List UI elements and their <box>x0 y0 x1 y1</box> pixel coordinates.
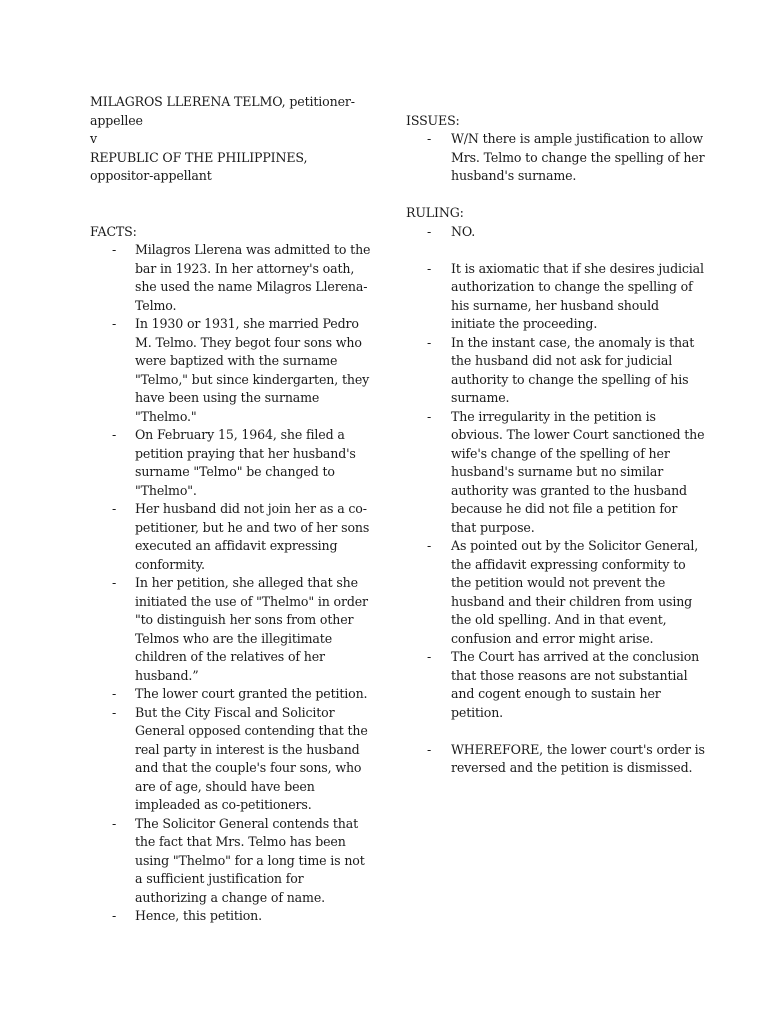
disposition-list <box>406 741 706 778</box>
facts-item: - Hence, this petition. <box>90 907 375 926</box>
facts-item: - On February 15, 1964, she filed a petition praying that her husband's surname "Telmo" be changed to "Thelmo". <box>90 426 375 500</box>
facts-list <box>90 241 375 926</box>
caption-petitioner-line2: appellee <box>90 112 143 128</box>
caption-petitioner-line1: MILAGROS LLERENA TELMO, petitioner- <box>90 94 355 109</box>
ruling-item: - As pointed out by the Solicitor General, the affidavit expressing conformity to the petition would not prevent the husband and their children from using the old spelling. And in that event, confusion and error might arise. <box>406 537 706 648</box>
ruling-item: - It is axiomatic that if she desires judicial authorization to change the spelling of his surname, her husband should initiate the proceeding. <box>406 260 706 334</box>
facts-item: - The Solicitor General contends that the fact that Mrs. Telmo has been using "Thelmo" for a long time is not a sufficient justification for authorizing a change of name. <box>90 815 375 908</box>
facts-item: - In her petition, she alleged that she initiated the use of "Thelmo" in order "to distinguish her sons from other Telmos who are the illegitimate children of the relatives of her husband.” <box>90 574 375 685</box>
right-column <box>406 112 706 778</box>
left-column <box>90 93 375 926</box>
ruling-disposition: - WHEREFORE, the lower court's order is reversed and the petition is dismissed. <box>406 741 706 778</box>
ruling-item: - The Court has arrived at the conclusion that those reasons are not substantial and cogent enough to sustain her petition. <box>406 648 706 722</box>
caption-respondent-line1: REPUBLIC OF THE PHILIPPINES, <box>90 149 308 165</box>
facts-item: - Her husband did not join her as a co- petitioner, but he and two of her sons executed an affidavit expressing conformity. <box>90 500 375 574</box>
ruling-item: - The irregularity in the petition is obvious. The lower Court sanctioned the wife's change of the spelling of her husband's surname but no similar authority was granted to the husband because he did not file a petition for that purpose. <box>406 408 706 538</box>
issues-item: - W/N there is ample justification to allow Mrs. Telmo to change the spelling of her husband's surname. <box>406 130 706 186</box>
facts-heading: FACTS: <box>90 223 137 239</box>
issues-heading: ISSUES: <box>406 112 460 128</box>
caption-respondent-line2: oppositor-appellant <box>90 168 212 183</box>
ruling-answer-list <box>406 223 706 242</box>
facts-item: - In 1930 or 1931, she married Pedro M. Telmo. They begot four sons who were baptized with the surname "Telmo," but since kindergarten, they have been using the surname "Thelmo." <box>90 315 375 426</box>
facts-item: - But the City Fiscal and Solicitor General opposed contending that the real party in interest is the husband and that the couple's four sons, who are of age, should have been impleaded as co-petitioners. <box>90 704 375 815</box>
caption-versus: v <box>90 131 97 146</box>
facts-item: - Milagros Llerena was admitted to the bar in 1923. In her attorney's oath, she used the name Milagros Llerena-Telmo. <box>90 241 375 315</box>
ruling-answer: - NO. <box>406 223 706 242</box>
issues-list <box>406 130 706 186</box>
ruling-list <box>406 260 706 723</box>
facts-item: - The lower court granted the petition. <box>90 685 375 704</box>
ruling-heading: RULING: <box>406 205 464 220</box>
ruling-item: - In the instant case, the anomaly is that the husband did not ask for judicial authority to change the spelling of his surname. <box>406 334 706 408</box>
